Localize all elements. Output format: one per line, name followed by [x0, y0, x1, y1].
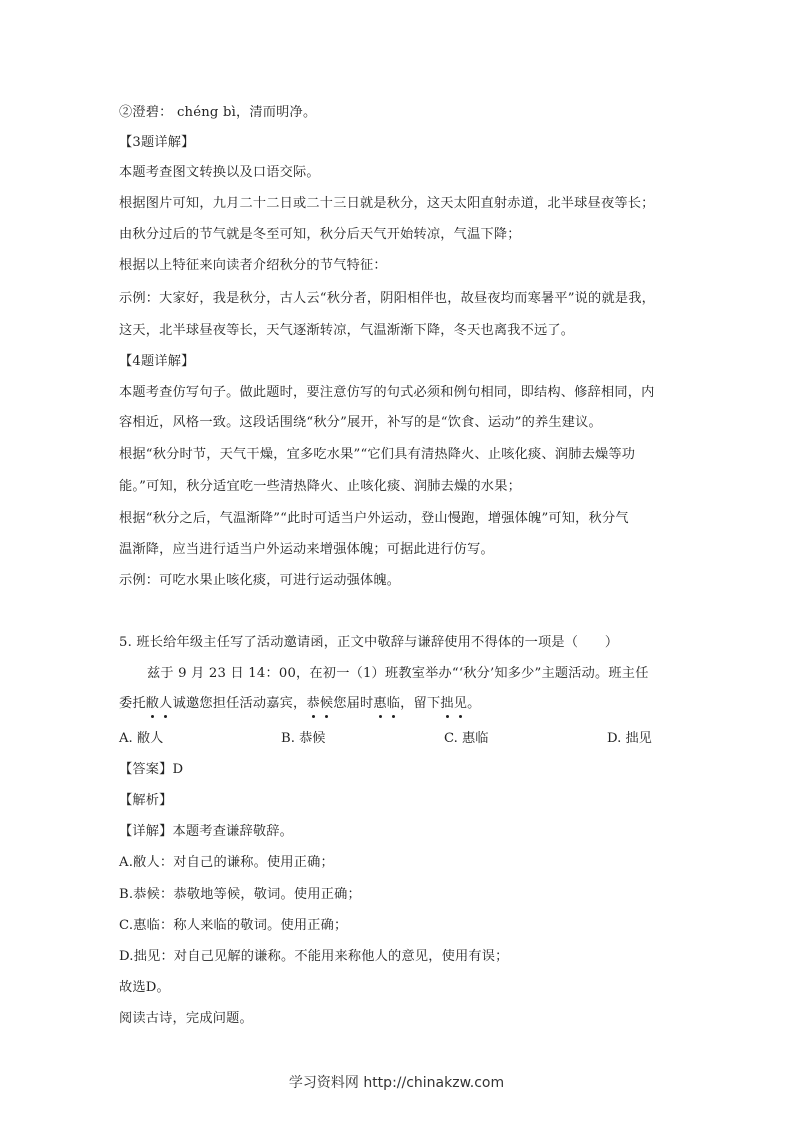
text-line: 根据以上特征来向读者介绍秋分的节气特征： [119, 258, 387, 273]
question-passage: 兹于 9 月 23 日 14：00，在初一（1）班教室举办“‘秋分’知多少”主题活动。班主任 [147, 666, 649, 681]
text-line: D.拙见：对自己见解的谦称。不能用来称他人的意见，使用有误； [119, 949, 509, 964]
text-line: 由秋分过后的节气就是冬至可知，秋分后天气开始转凉，气温下降； [119, 227, 521, 242]
text-line: 根据图片可知，九月二十二日或二十三日就是秋分，这天太阳直射赤道，北半球昼夜等长； [119, 196, 655, 211]
text-line: B.恭候：恭敬地等候，敬词。使用正确； [119, 887, 361, 902]
answer-line: 【答案】D [119, 762, 184, 777]
text-line: 能。”可知，秋分适宜吃一些清热降火、止咳化痰、润肺去燥的水果； [119, 479, 521, 494]
emphasis-char: 人 [159, 696, 173, 711]
section-heading: 【3题详解】 [119, 135, 195, 150]
emphasis-char: 恭 [306, 696, 320, 711]
text-line: 本题考查图文转换以及口语交际。 [119, 165, 320, 180]
option-b: B. 恭候 [281, 731, 326, 746]
text-line: 根据“秋分之后，气温渐降”“此时可适当户外运动，登山慢跑，增强体魄”可知，秋分气 [119, 511, 629, 526]
text-line: 这天，北半球昼夜等长，天气逐渐转凉，气温渐渐下降，冬天也离我不远了。 [119, 323, 575, 338]
emphasis-char: 惠 [373, 696, 387, 711]
emphasis-char: 候 [319, 696, 334, 711]
text-line: ②澄碧： chéng bì，清而明净。 [119, 105, 317, 120]
question-passage: 委托敝人诚邀您担任活动嘉宾，恭候您届时惠临，留下拙见。 [119, 696, 481, 711]
text-line: 容相近，风格一致。这段话围绕“秋分”展开，补写的是“饮食、运动”的养生建议。 [119, 415, 602, 430]
text-line: 【详解】本题考查谦辞敬辞。 [119, 824, 294, 839]
section-heading: 【4题详解】 [119, 354, 195, 369]
text-line: 本题考查仿写句子。做此题时，要注意仿写的句式必须和例句相同，即结构、修辞相同，内 [119, 385, 655, 400]
option-d: D. 拙见 [607, 731, 652, 746]
text-line: 根据“秋分时节，天气干燥，宜多吃水果”“它们具有清热降火、止咳化痰、润肺去燥等功 [119, 447, 636, 462]
text-line: 温渐降，应当进行适当户外运动来增强体魄；可据此进行仿写。 [119, 542, 494, 557]
question-stem: 5. 班长给年级主任写了活动邀请函，正文中敬辞与谦辞使用不得体的一项是（ ） [119, 635, 619, 650]
page-footer: 学习资料网 http://chinakzw.com [288, 1075, 505, 1091]
option-c: C. 惠临 [444, 731, 489, 746]
emphasis-char: 见 [453, 696, 468, 711]
emphasis-char: 临 [386, 696, 401, 711]
text-line: C.惠临：称人来临的敬词。使用正确； [119, 918, 348, 933]
option-a: A. 敝人 [119, 731, 164, 746]
emphasis-char: 敝 [145, 696, 160, 711]
text-line: 示例：大家好，我是秋分，古人云“秋分者，阴阳相伴也，故昼夜均而寒暑平”说的就是我， [119, 291, 655, 306]
section-heading: 【解析】 [119, 793, 173, 808]
emphasis-char: 拙 [440, 696, 454, 711]
text-line: 故选D。 [119, 980, 170, 995]
text-line: 阅读古诗，完成问题。 [119, 1011, 253, 1026]
text-line: 示例：可吃水果止咳化痰，可进行运动强体魄。 [119, 573, 401, 588]
text-line: A.敝人：对自己的谦称。使用正确； [119, 855, 334, 870]
